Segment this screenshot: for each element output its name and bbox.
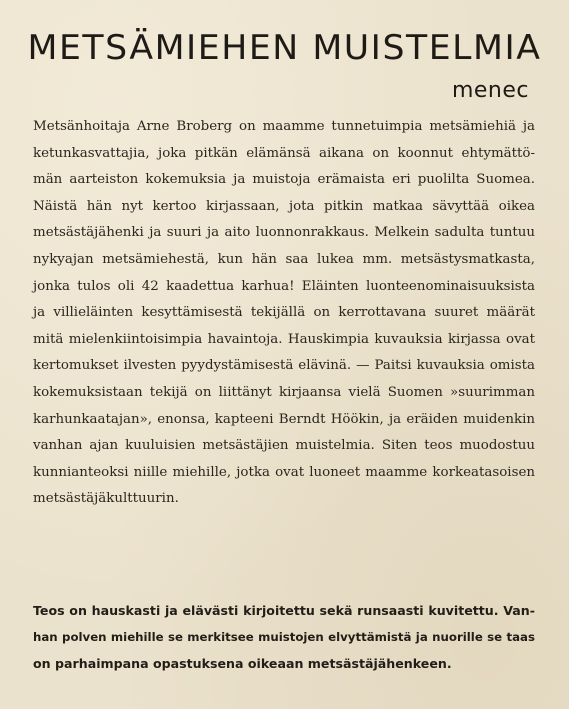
paragraph-line: kunnianteoksi niille miehille, jotka ovat luoneet maamme korkeatasoisen (33, 464, 535, 480)
paragraph-line: ja villieläinten kesyttämisestä tekijällä on kerrottavana suuret määrät (33, 305, 535, 321)
note-line: han polven miehille se merkitsee muistojen elvyttämistä ja nuorille se taas (33, 630, 535, 645)
paragraph-line: vanhan ajan kuuluisien metsästäjien muistelmia. Siten teos muodostuu (33, 438, 535, 454)
note-line: on parhaimpana opastuksena oikeaan metsästäjähenkeen. (33, 655, 452, 671)
paragraph-line: ketunkasvattajia, joka pitkän elämänsä aikana on koonnut ehtymättö- (33, 145, 535, 161)
paragraph-line: nykyajan metsämiehestä, kun hän saa lukea mm. metsästysmatkasta, (33, 251, 535, 267)
paragraph-line: män aarteiston kokemuksia ja muistoja erämaista eri puolilta Suomea. (33, 172, 535, 188)
page-title: METSÄMIEHEN MUISTELMIA (27, 28, 542, 68)
paragraph-line: kokemuksistaan tekijä on liittänyt kirjaansa vielä Suomen »suurimman (33, 384, 535, 400)
paragraph-line: metsästäjäkulttuurin. (33, 491, 179, 507)
paragraph-line: metsästäjähenki ja suuri ja aito luonnonrakkaus. Melkein sadulta tuntuu (33, 225, 535, 241)
paragraph-line: Näistä hän nyt kertoo kirjassaan, jota pitkin matkaa sävyttää oikea (33, 198, 535, 214)
author-byline: menec (451, 78, 529, 103)
paragraph-line: Metsänhoitaja Arne Broberg on maamme tunnetuimpia metsämiehiä ja (33, 119, 535, 134)
paragraph-line: karhunkaatajan», enonsa, kapteeni Berndt Höökin, ja eräiden muidenkin (33, 411, 535, 427)
paragraph-line: jonka tulos oli 42 kaadettua karhua! Eläinten luonteenominaisuuksista (33, 278, 535, 294)
paragraph-line: mitä mielenkiintoisimpia havaintoja. Hauskimpia kuvauksia kirjassa ovat (33, 331, 535, 347)
closing-note (33, 598, 535, 677)
paragraph-line: kertomukset ilvesten pyydystämisestä elävinä. — Paitsi kuvauksia omista (33, 358, 535, 374)
note-line: Teos on hauskasti ja elävästi kirjoitettu sekä runsaasti kuvitettu. Van- (33, 603, 535, 618)
main-paragraph (33, 114, 535, 513)
